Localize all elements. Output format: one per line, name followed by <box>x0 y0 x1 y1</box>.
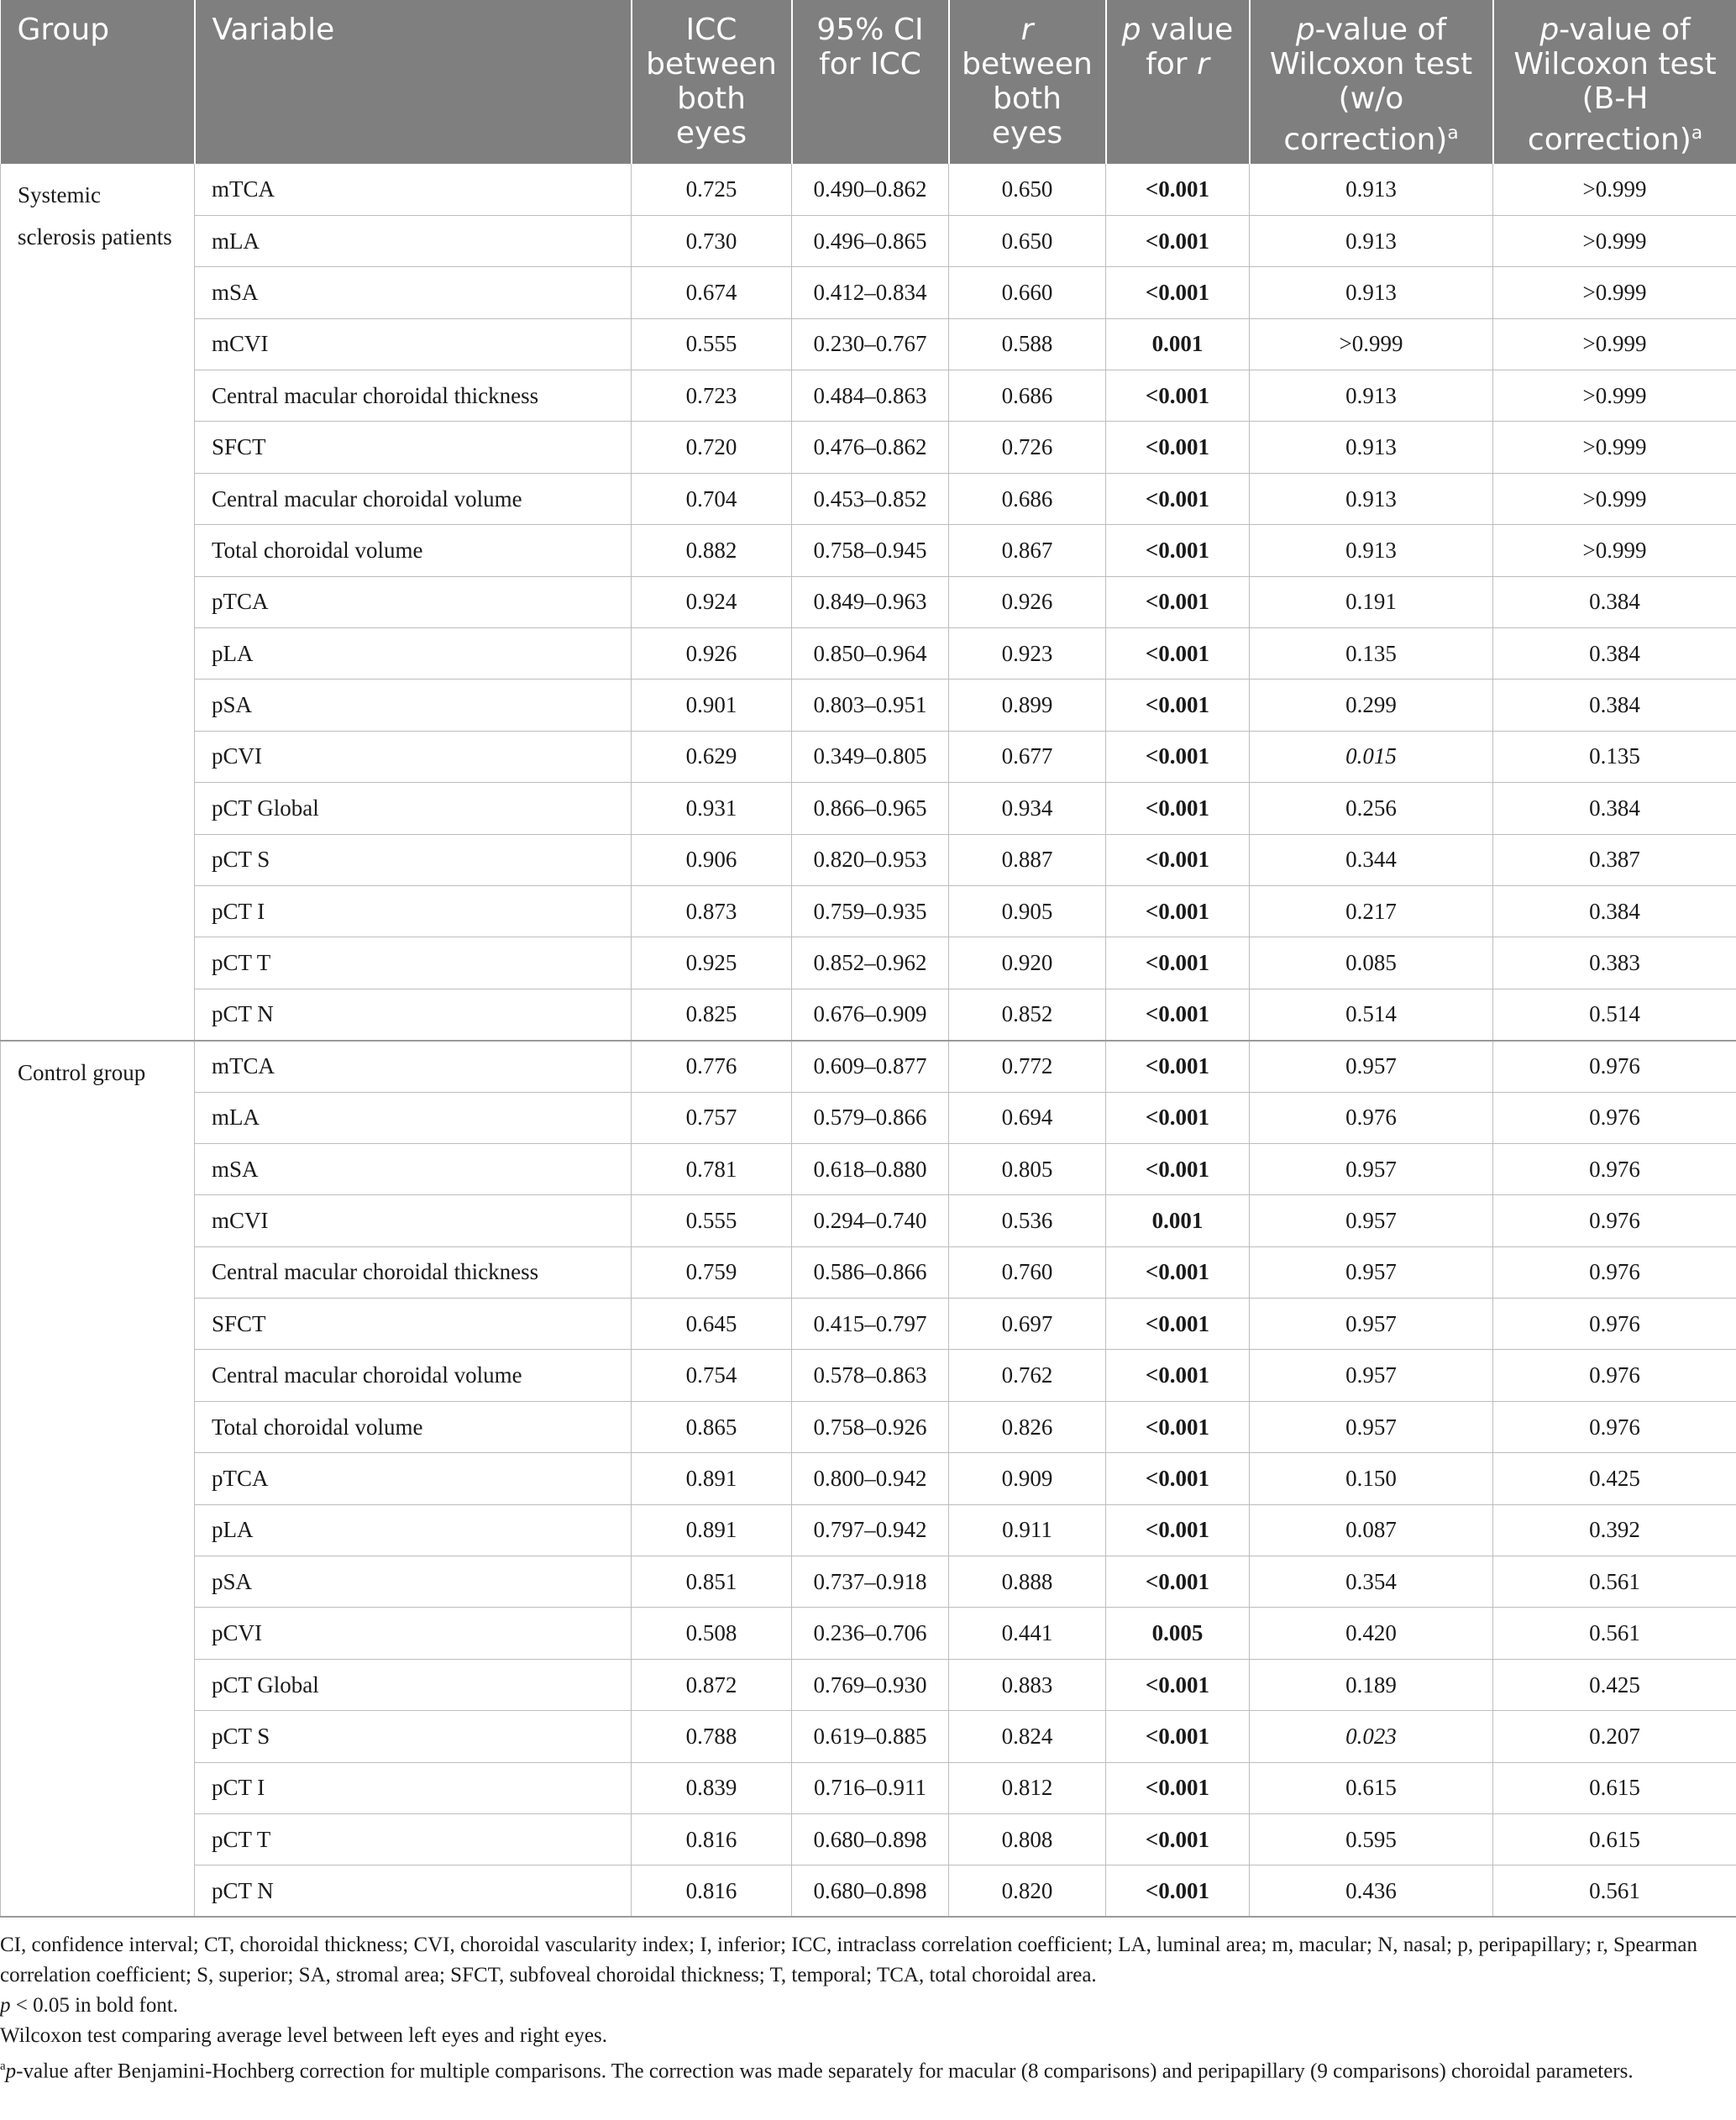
cell-variable: Total choroidal volume <box>195 525 632 576</box>
cell-variable: pLA <box>195 1504 632 1556</box>
cell-p-bh: >0.999 <box>1493 164 1736 215</box>
table-row <box>1 1814 1736 1865</box>
cell-p-r: <0.001 <box>1106 1246 1250 1298</box>
cell-ci: 0.619–0.885 <box>792 1711 949 1762</box>
cell-variable: pCT N <box>195 989 632 1040</box>
cell-p-bh: 0.384 <box>1493 628 1736 680</box>
cell-r: 0.905 <box>949 885 1106 937</box>
header-p-wilcoxon: p-value of Wilcoxon test (w/o correction)$^a$ <box>1250 0 1493 164</box>
cell-p-bh: 0.976 <box>1493 1299 1736 1350</box>
cell-p-bh: >0.999 <box>1493 473 1736 524</box>
table-row <box>1 628 1736 680</box>
cell-p-bh: >0.999 <box>1493 422 1736 473</box>
cell-icc: 0.851 <box>632 1556 792 1608</box>
cell-r: 0.909 <box>949 1453 1106 1504</box>
cell-p-wilcoxon: 0.957 <box>1250 1299 1493 1350</box>
cell-icc: 0.704 <box>632 473 792 524</box>
cell-r: 0.441 <box>949 1608 1106 1659</box>
cell-p-wilcoxon: 0.299 <box>1250 680 1493 731</box>
cell-icc: 0.555 <box>632 318 792 370</box>
header-ci: 95% CI for ICC <box>792 0 949 164</box>
cell-variable: Central macular choroidal thickness <box>195 1246 632 1298</box>
cell-icc: 0.723 <box>632 370 792 422</box>
cell-variable: mTCA <box>195 164 632 215</box>
cell-p-bh: 0.387 <box>1493 834 1736 885</box>
cell-icc: 0.882 <box>632 525 792 576</box>
cell-p-wilcoxon: 0.436 <box>1250 1865 1493 1917</box>
table-row <box>1 834 1736 885</box>
cell-ci: 0.579–0.866 <box>792 1092 949 1143</box>
cell-r: 0.686 <box>949 473 1106 524</box>
cell-variable: Central macular choroidal thickness <box>195 370 632 422</box>
cell-p-bh: 0.561 <box>1493 1556 1736 1608</box>
cell-p-wilcoxon: 0.957 <box>1250 1195 1493 1246</box>
cell-p-r: <0.001 <box>1106 1504 1250 1556</box>
footnote-abbreviations: CI, confidence interval; CT, choroidal thickness; CVI, choroidal vascularity index; I, inferior; ICC, intraclass correlation coefficient; LA, luminal area; m, macular; N, nasal; p, peripapillary; r, Spearman correlation coefficient; S, superior; SA, stromal area; SFCT, subfoveal choroidal thickness; T, temporal; TCA, total choroidal area. <box>0 1934 1698 1986</box>
cell-icc: 0.839 <box>632 1762 792 1813</box>
cell-p-bh: 0.976 <box>1493 1246 1736 1298</box>
cell-icc: 0.901 <box>632 680 792 731</box>
cell-p-r: <0.001 <box>1106 1299 1250 1350</box>
cell-p-bh: 0.383 <box>1493 937 1736 989</box>
cell-ci: 0.800–0.942 <box>792 1453 949 1504</box>
cell-r: 0.867 <box>949 525 1106 576</box>
cell-p-bh: 0.384 <box>1493 783 1736 834</box>
group-label: Systemic sclerosis patients <box>1 164 195 1041</box>
cell-p-bh: 0.207 <box>1493 1711 1736 1762</box>
cell-r: 0.888 <box>949 1556 1106 1608</box>
cell-p-bh: 0.384 <box>1493 680 1736 731</box>
cell-p-r: <0.001 <box>1106 731 1250 782</box>
cell-icc: 0.891 <box>632 1504 792 1556</box>
cell-variable: mLA <box>195 215 632 266</box>
cell-r: 0.926 <box>949 576 1106 627</box>
table-row <box>1 989 1736 1040</box>
cell-ci: 0.852–0.962 <box>792 937 949 989</box>
cell-p-bh: 0.976 <box>1493 1350 1736 1401</box>
cell-p-wilcoxon: 0.514 <box>1250 989 1493 1040</box>
cell-r: 0.686 <box>949 370 1106 422</box>
cell-p-wilcoxon: 0.150 <box>1250 1453 1493 1504</box>
cell-variable: SFCT <box>195 422 632 473</box>
cell-p-wilcoxon: 0.913 <box>1250 422 1493 473</box>
cell-icc: 0.906 <box>632 834 792 885</box>
cell-p-bh: 0.425 <box>1493 1659 1736 1710</box>
cell-p-bh: 0.976 <box>1493 1195 1736 1246</box>
cell-r: 0.883 <box>949 1659 1106 1710</box>
cell-icc: 0.816 <box>632 1814 792 1865</box>
cell-icc: 0.776 <box>632 1041 792 1092</box>
cell-variable: pLA <box>195 628 632 680</box>
table-row <box>1 1504 1736 1556</box>
cell-variable: SFCT <box>195 1299 632 1350</box>
cell-r: 0.923 <box>949 628 1106 680</box>
footnote-bh: $^a$p-value after Benjamini-Hochberg correction for multiple comparisons. The correction was made separately for macular (8 comparisons) and peripapillary (9 comparisons) choroidal parameters. <box>0 2060 1634 2083</box>
cell-p-wilcoxon: 0.913 <box>1250 215 1493 266</box>
cell-p-wilcoxon: 0.913 <box>1250 525 1493 576</box>
table-row <box>1 1041 1736 1092</box>
cell-p-r: <0.001 <box>1106 1814 1250 1865</box>
table-row <box>1 1246 1736 1298</box>
cell-ci: 0.578–0.863 <box>792 1350 949 1401</box>
cell-ci: 0.496–0.865 <box>792 215 949 266</box>
table-row <box>1 937 1736 989</box>
table-row <box>1 783 1736 834</box>
table-row <box>1 1711 1736 1762</box>
cell-p-wilcoxon: 0.957 <box>1250 1143 1493 1194</box>
cell-icc: 0.891 <box>632 1453 792 1504</box>
cell-p-r: <0.001 <box>1106 1659 1250 1710</box>
header-r: r between both eyes <box>949 0 1106 164</box>
table-row <box>1 1143 1736 1194</box>
cell-variable: pTCA <box>195 576 632 627</box>
cell-variable: pCT I <box>195 885 632 937</box>
cell-r: 0.899 <box>949 680 1106 731</box>
cell-p-wilcoxon: 0.957 <box>1250 1350 1493 1401</box>
table-row <box>1 1092 1736 1143</box>
cell-p-wilcoxon: 0.420 <box>1250 1608 1493 1659</box>
cell-p-wilcoxon: 0.191 <box>1250 576 1493 627</box>
cell-p-bh: 0.384 <box>1493 885 1736 937</box>
cell-ci: 0.759–0.935 <box>792 885 949 937</box>
cell-icc: 0.816 <box>632 1865 792 1917</box>
table-row <box>1 576 1736 627</box>
cell-variable: pCT Global <box>195 1659 632 1710</box>
cell-p-wilcoxon: 0.135 <box>1250 628 1493 680</box>
table-row <box>1 1299 1736 1350</box>
cell-variable: mLA <box>195 1092 632 1143</box>
cell-r: 0.826 <box>949 1401 1106 1452</box>
cell-p-bh: >0.999 <box>1493 525 1736 576</box>
cell-p-wilcoxon: 0.913 <box>1250 370 1493 422</box>
cell-variable: Total choroidal volume <box>195 1401 632 1452</box>
cell-p-bh: 0.615 <box>1493 1762 1736 1813</box>
cell-r: 0.852 <box>949 989 1106 1040</box>
cell-p-wilcoxon: 0.957 <box>1250 1401 1493 1452</box>
cell-p-r: <0.001 <box>1106 1143 1250 1194</box>
table-row <box>1 1659 1736 1710</box>
cell-p-bh: 0.514 <box>1493 989 1736 1040</box>
cell-ci: 0.849–0.963 <box>792 576 949 627</box>
cell-ci: 0.412–0.834 <box>792 267 949 318</box>
cell-ci: 0.758–0.945 <box>792 525 949 576</box>
table-row <box>1 1350 1736 1401</box>
cell-ci: 0.294–0.740 <box>792 1195 949 1246</box>
cell-p-r: <0.001 <box>1106 1711 1250 1762</box>
cell-ci: 0.484–0.863 <box>792 370 949 422</box>
cell-p-r: <0.001 <box>1106 885 1250 937</box>
cell-icc: 0.926 <box>632 628 792 680</box>
cell-variable: mSA <box>195 1143 632 1194</box>
table-row <box>1 885 1736 937</box>
cell-ci: 0.676–0.909 <box>792 989 949 1040</box>
cell-icc: 0.872 <box>632 1659 792 1710</box>
cell-r: 0.808 <box>949 1814 1106 1865</box>
cell-r: 0.697 <box>949 1299 1106 1350</box>
cell-icc: 0.674 <box>632 267 792 318</box>
cell-p-wilcoxon: 0.976 <box>1250 1092 1493 1143</box>
table-row <box>1 164 1736 215</box>
table-row <box>1 1195 1736 1246</box>
cell-p-wilcoxon: 0.957 <box>1250 1246 1493 1298</box>
cell-ci: 0.609–0.877 <box>792 1041 949 1092</box>
cell-r: 0.588 <box>949 318 1106 370</box>
cell-variable: pCT T <box>195 937 632 989</box>
cell-icc: 0.645 <box>632 1299 792 1350</box>
cell-p-bh: 0.561 <box>1493 1865 1736 1917</box>
cell-p-r: <0.001 <box>1106 1556 1250 1608</box>
cell-p-r: <0.001 <box>1106 422 1250 473</box>
group-label: Control group <box>1 1041 195 1918</box>
header-variable: Variable <box>195 0 632 164</box>
table-row <box>1 422 1736 473</box>
cell-r: 0.762 <box>949 1350 1106 1401</box>
cell-r: 0.694 <box>949 1092 1106 1143</box>
header-p-r: p value for r <box>1106 0 1250 164</box>
table-row <box>1 318 1736 370</box>
cell-p-r: <0.001 <box>1106 215 1250 266</box>
cell-p-wilcoxon: 0.354 <box>1250 1556 1493 1608</box>
cell-icc: 0.555 <box>632 1195 792 1246</box>
cell-p-r: <0.001 <box>1106 1401 1250 1452</box>
cell-p-wilcoxon: 0.087 <box>1250 1504 1493 1556</box>
cell-p-bh: 0.425 <box>1493 1453 1736 1504</box>
cell-p-r: <0.001 <box>1106 525 1250 576</box>
cell-ci: 0.737–0.918 <box>792 1556 949 1608</box>
cell-p-r: <0.001 <box>1106 628 1250 680</box>
cell-p-r: <0.001 <box>1106 1865 1250 1917</box>
cell-variable: mSA <box>195 267 632 318</box>
table-row <box>1 1865 1736 1917</box>
cell-icc: 0.781 <box>632 1143 792 1194</box>
cell-p-wilcoxon: >0.999 <box>1250 318 1493 370</box>
cell-variable: pCT Global <box>195 783 632 834</box>
cell-ci: 0.453–0.852 <box>792 473 949 524</box>
cell-icc: 0.720 <box>632 422 792 473</box>
cell-icc: 0.629 <box>632 731 792 782</box>
cell-ci: 0.850–0.964 <box>792 628 949 680</box>
cell-r: 0.820 <box>949 1865 1106 1917</box>
footnote-bold: p < 0.05 in bold font. <box>0 1994 179 2017</box>
cell-p-r: 0.001 <box>1106 1195 1250 1246</box>
header-icc: ICC between both eyes <box>632 0 792 164</box>
cell-p-bh: >0.999 <box>1493 318 1736 370</box>
cell-p-wilcoxon: 0.913 <box>1250 164 1493 215</box>
cell-ci: 0.797–0.942 <box>792 1504 949 1556</box>
cell-variable: mCVI <box>195 1195 632 1246</box>
cell-icc: 0.931 <box>632 783 792 834</box>
table-body <box>1 164 1736 1917</box>
cell-r: 0.920 <box>949 937 1106 989</box>
cell-r: 0.660 <box>949 267 1106 318</box>
cell-r: 0.650 <box>949 215 1106 266</box>
cell-variable: pCT I <box>195 1762 632 1813</box>
table-row <box>1 473 1736 524</box>
cell-icc: 0.873 <box>632 885 792 937</box>
cell-icc: 0.825 <box>632 989 792 1040</box>
cell-p-wilcoxon: 0.217 <box>1250 885 1493 937</box>
header-row <box>1 0 1736 164</box>
cell-variable: pTCA <box>195 1453 632 1504</box>
cell-r: 0.650 <box>949 164 1106 215</box>
table-row <box>1 267 1736 318</box>
table-row <box>1 1608 1736 1659</box>
cell-ci: 0.415–0.797 <box>792 1299 949 1350</box>
cell-variable: mCVI <box>195 318 632 370</box>
cell-icc: 0.725 <box>632 164 792 215</box>
cell-ci: 0.476–0.862 <box>792 422 949 473</box>
table-row <box>1 1453 1736 1504</box>
cell-variable: pCVI <box>195 731 632 782</box>
cell-p-bh: >0.999 <box>1493 267 1736 318</box>
cell-ci: 0.803–0.951 <box>792 680 949 731</box>
cell-icc: 0.508 <box>632 1608 792 1659</box>
cell-p-wilcoxon: 0.595 <box>1250 1814 1493 1865</box>
cell-ci: 0.680–0.898 <box>792 1814 949 1865</box>
cell-r: 0.805 <box>949 1143 1106 1194</box>
cell-p-bh: 0.384 <box>1493 576 1736 627</box>
cell-variable: mTCA <box>195 1041 632 1092</box>
cell-p-r: <0.001 <box>1106 473 1250 524</box>
cell-p-wilcoxon: 0.957 <box>1250 1041 1493 1092</box>
table-row <box>1 215 1736 266</box>
cell-r: 0.536 <box>949 1195 1106 1246</box>
cell-r: 0.911 <box>949 1504 1106 1556</box>
cell-p-r: <0.001 <box>1106 989 1250 1040</box>
cell-r: 0.934 <box>949 783 1106 834</box>
cell-ci: 0.236–0.706 <box>792 1608 949 1659</box>
cell-variable: pCT S <box>195 1711 632 1762</box>
cell-p-r: <0.001 <box>1106 1453 1250 1504</box>
cell-p-r: <0.001 <box>1106 937 1250 989</box>
cell-r: 0.812 <box>949 1762 1106 1813</box>
table-row <box>1 370 1736 422</box>
table-row <box>1 680 1736 731</box>
cell-p-bh: 0.615 <box>1493 1814 1736 1865</box>
cell-p-bh: 0.976 <box>1493 1092 1736 1143</box>
cell-variable: pCVI <box>195 1608 632 1659</box>
cell-variable: pCT S <box>195 834 632 885</box>
table-row <box>1 731 1736 782</box>
cell-p-r: <0.001 <box>1106 164 1250 215</box>
cell-icc: 0.757 <box>632 1092 792 1143</box>
cell-r: 0.772 <box>949 1041 1106 1092</box>
cell-variable: pCT T <box>195 1814 632 1865</box>
cell-variable: pCT N <box>195 1865 632 1917</box>
cell-p-wilcoxon: 0.023 <box>1250 1711 1493 1762</box>
cell-p-wilcoxon: 0.913 <box>1250 267 1493 318</box>
table-row <box>1 1762 1736 1813</box>
cell-p-wilcoxon: 0.015 <box>1250 731 1493 782</box>
cell-p-bh: 0.561 <box>1493 1608 1736 1659</box>
cell-icc: 0.865 <box>632 1401 792 1452</box>
cell-ci: 0.586–0.866 <box>792 1246 949 1298</box>
cell-r: 0.824 <box>949 1711 1106 1762</box>
cell-ci: 0.490–0.862 <box>792 164 949 215</box>
cell-variable: pSA <box>195 1556 632 1608</box>
cell-ci: 0.866–0.965 <box>792 783 949 834</box>
cell-variable: Central macular choroidal volume <box>195 1350 632 1401</box>
cell-icc: 0.924 <box>632 576 792 627</box>
cell-p-r: <0.001 <box>1106 267 1250 318</box>
cell-p-r: <0.001 <box>1106 1041 1250 1092</box>
cell-p-wilcoxon: 0.085 <box>1250 937 1493 989</box>
cell-p-r: <0.001 <box>1106 834 1250 885</box>
cell-ci: 0.716–0.911 <box>792 1762 949 1813</box>
cell-p-r: <0.001 <box>1106 680 1250 731</box>
cell-ci: 0.820–0.953 <box>792 834 949 885</box>
cell-ci: 0.769–0.930 <box>792 1659 949 1710</box>
header-p-bh: p-value of Wilcoxon test (B-H correction)$^a$ <box>1493 0 1736 164</box>
cell-p-wilcoxon: 0.913 <box>1250 473 1493 524</box>
cell-p-r: <0.001 <box>1106 1350 1250 1401</box>
cell-icc: 0.788 <box>632 1711 792 1762</box>
cell-ci: 0.230–0.767 <box>792 318 949 370</box>
cell-variable: pSA <box>195 680 632 731</box>
cell-p-r: <0.001 <box>1106 576 1250 627</box>
cell-p-wilcoxon: 0.344 <box>1250 834 1493 885</box>
cell-r: 0.887 <box>949 834 1106 885</box>
cell-p-r: <0.001 <box>1106 783 1250 834</box>
cell-ci: 0.680–0.898 <box>792 1865 949 1917</box>
cell-p-bh: 0.976 <box>1493 1041 1736 1092</box>
cell-p-r: 0.001 <box>1106 318 1250 370</box>
cell-p-r: 0.005 <box>1106 1608 1250 1659</box>
cell-r: 0.760 <box>949 1246 1106 1298</box>
cell-ci: 0.618–0.880 <box>792 1143 949 1194</box>
cell-icc: 0.730 <box>632 215 792 266</box>
cell-p-r: <0.001 <box>1106 1092 1250 1143</box>
cell-r: 0.726 <box>949 422 1106 473</box>
cell-p-wilcoxon: 0.189 <box>1250 1659 1493 1710</box>
cell-variable: Central macular choroidal volume <box>195 473 632 524</box>
footnote-wilcoxon: Wilcoxon test comparing average level between left eyes and right eyes. <box>0 2024 608 2047</box>
cell-p-r: <0.001 <box>1106 1762 1250 1813</box>
cell-p-bh: 0.392 <box>1493 1504 1736 1556</box>
cell-p-r: <0.001 <box>1106 370 1250 422</box>
cell-icc: 0.754 <box>632 1350 792 1401</box>
table-row <box>1 525 1736 576</box>
cell-p-wilcoxon: 0.615 <box>1250 1762 1493 1813</box>
cell-p-wilcoxon: 0.256 <box>1250 783 1493 834</box>
cell-p-bh: >0.999 <box>1493 215 1736 266</box>
table-row <box>1 1556 1736 1608</box>
cell-p-bh: 0.135 <box>1493 731 1736 782</box>
cell-ci: 0.758–0.926 <box>792 1401 949 1452</box>
cell-r: 0.677 <box>949 731 1106 782</box>
cell-p-bh: 0.976 <box>1493 1401 1736 1452</box>
cell-p-bh: 0.976 <box>1493 1143 1736 1194</box>
table-row <box>1 1401 1736 1452</box>
cell-icc: 0.925 <box>632 937 792 989</box>
header-group: Group <box>1 0 195 164</box>
cell-ci: 0.349–0.805 <box>792 731 949 782</box>
cell-icc: 0.759 <box>632 1246 792 1298</box>
table-footnotes <box>0 1930 1722 2086</box>
cell-p-bh: >0.999 <box>1493 370 1736 422</box>
